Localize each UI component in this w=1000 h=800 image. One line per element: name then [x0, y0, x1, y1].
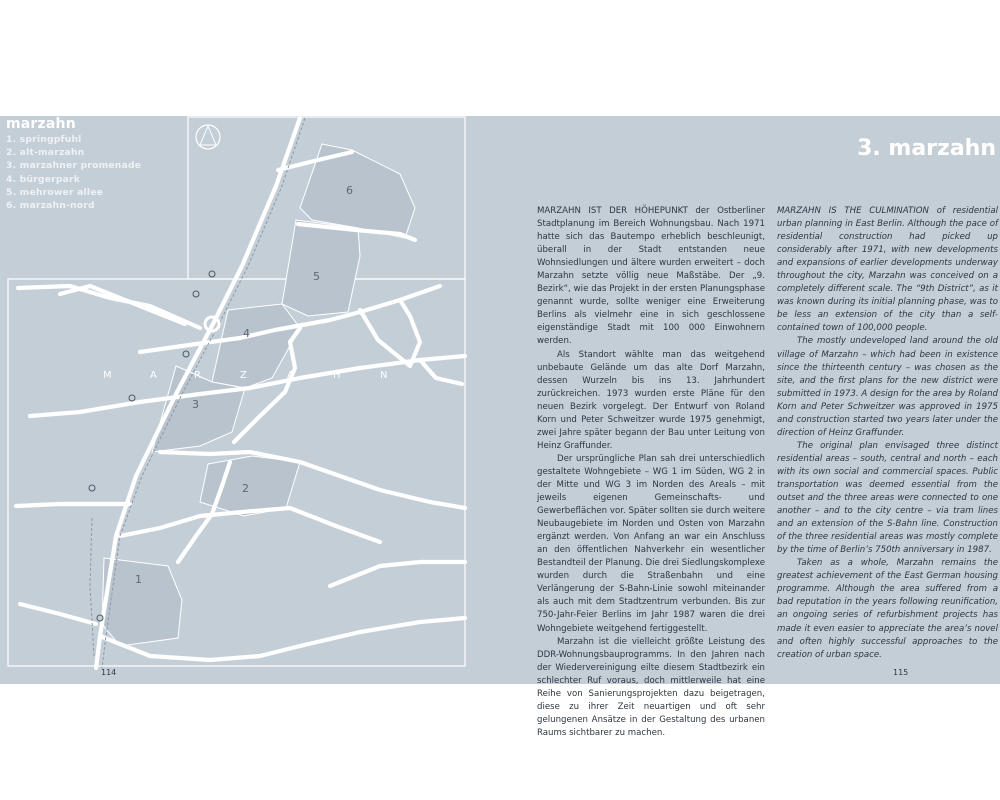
- station-4: [129, 395, 135, 401]
- legend-item: 1. springpfuhl: [6, 134, 82, 145]
- station-5: [89, 485, 95, 491]
- district-letter: N: [380, 370, 389, 381]
- english-paragraph: The mostly undeveloped land around the old village of Marzahn – which had been in existence since the thirteenth century – was chosen as the site, and the first plans for the new district were submitted in 1973. A design for the area by Roland Korn and Peter Schweitzer was approved in 1975 and construction started two years later under the direction of Heinz Graffunder.: [777, 336, 998, 438]
- road-north-east: [420, 360, 462, 384]
- road-lower-east-2: [330, 562, 465, 586]
- station-2: [193, 291, 199, 297]
- legend-item: 5. mehrower allee: [6, 186, 104, 198]
- north-arrow-icon: [196, 125, 220, 149]
- area-1-shape: [102, 558, 182, 646]
- map-title: marzahn: [6, 116, 76, 132]
- area-number-5: 5: [313, 270, 320, 283]
- area-number-1: 1: [135, 573, 142, 586]
- road-south-curve: [120, 508, 380, 542]
- legend-item: 2. alt-marzahn: [6, 147, 85, 159]
- district-letter: R: [194, 370, 202, 381]
- district-letter: A: [287, 370, 295, 381]
- road-west-upper: [60, 286, 185, 324]
- legend-item: 3. marzahner promenade: [6, 160, 142, 172]
- area-5-shape: [282, 220, 360, 316]
- road-southwest: [20, 604, 96, 624]
- district-letter: M: [103, 370, 113, 381]
- german-paragraph: Als Standort wählte man das weitgehend unbebaute Gelände um das alte Dorf Marzahn, dessen Wurzeln bis ins 13. Jahrhundert zurückreichen. 1973 wurden erste Pläne für den neuen Bezirk vorgelegt. Der Entwurf von Roland Korn und Peter Schweitzer wurde 1975 genehmigt, zwei Jahre später begann der Bau unter Leitung von Heinz Graffunder.: [537, 349, 765, 451]
- rail-line-west: [90, 518, 94, 656]
- area-number-2: 2: [242, 482, 249, 495]
- district-letter: A: [150, 370, 158, 381]
- station-1: [209, 271, 215, 277]
- english-paragraph: The original plan envisaged three distinct residential areas – south, central and north – each with its own social and commercial spaces. Public transportation was deemed essential from the outset and the three areas were connected to one another – and to the city centre – via tram lines and an extension of the S-Bahn line. Construction of the three residential areas was mostly complete by the time of Berlin’s 750th anniversary in 1987.: [777, 440, 998, 556]
- area-number-4: 4: [243, 327, 250, 340]
- area-number-3: 3: [192, 398, 199, 411]
- station-3: [183, 351, 189, 357]
- english-paragraph: MARZAHN IS THE CULMINATION of residential urban planning in East Berlin. Although the pace of residential construction had picked up considerably after 1971, with new developments and expansions of earlier developments underway throughout the city, Marzahn was conceived on a completely different scale. The “9th District”, as it was known during its initial planning phase, was to be less an extension of the city than a self-contained town of 100,000 people.: [777, 206, 998, 334]
- legend-item: 6. marzahn-nord: [6, 200, 95, 212]
- district-letter: Z: [240, 370, 248, 381]
- english-paragraph: Taken as a whole, Marzahn remains the greatest achievement of the East German housing programme. Although the area suffered from a bad reputation in the years following reunification, an ongoing series of refurbishment projects has made it even easier to appreciate the area’s novel and often highly successful approaches to the creation of urban space.: [777, 558, 998, 660]
- area-number-6: 6: [346, 184, 353, 197]
- english-text-column: [777, 205, 998, 662]
- german-text-column: [537, 205, 765, 740]
- chapter-title: 3. marzahn: [857, 136, 996, 161]
- german-paragraph: Der ursprüngliche Plan sah drei unterschiedlich gestaltete Wohngebiete – WG 1 im Süden, WG 2 in der Mitte und WG 3 im Norden des Areals – mit jeweils eigenen Gemeinschafts- und Gewerbeflächen vor. Später sollten sie durch weitere Neubaugebiete im Norden und Osten von Marzahn ergänzt werden. Von Anfang an war ein Anschluss an den öffentlichen Nahverkehr ein wesentlicher Bestandteil der Planung. Die drei Siedlungskomplexe wurden durch die Straßenbahn und eine Verlängerung der S-Bahn-Linie sowohl miteinander als auch mit dem Stadtzentrum verbunden. Bis zur 750-Jahr-Feier Berlins im Jahr 1987 waren die drei Wohngebiete weitgehend fertiggestellt.: [537, 453, 765, 634]
- legend-item: 4. bürgerpark: [6, 173, 81, 185]
- map-legend: [6, 133, 141, 212]
- book-spread: [0, 116, 1000, 738]
- station-6: [97, 615, 103, 621]
- district-letter: H: [333, 370, 342, 381]
- page-number-right: 115: [893, 668, 909, 677]
- german-paragraph: MARZAHN IST DER HÖHEPUNKT der Ostberliner Stadtplanung im Bereich Wohnungsbau. Nach 1971 hatte sich das Bautempo erheblich beschleunigt, überall in der Stadt entstanden neue Wohnsiedlungen und ältere wurden erweitert – doch Marzahn setzte völlig neue Maßstäbe. Der „9. Bezirk“, wie das Projekt in der ersten Planungsphase genannt wurde, sollte weniger eine Erweiterung Berlins als vielmehr eine in sich geschlossene eigenständige Stadt mit 100 000 Einwohnern werden.: [537, 206, 765, 347]
- road-west-lower: [16, 504, 130, 506]
- page-number-left: 114: [101, 668, 117, 677]
- german-paragraph: Marzahn ist die vielleicht größte Leistung des DDR-Wohnungsbauprogramms. In den Jahren nach der Wiedervereinigung eilte diesem Stadtbezirk ein schlechter Ruf voraus, doch mittlerweile hat eine Reihe von Sanierungsprojekten dazu beigetragen, diese zu ihrer Zeit neuartigen und oft sehr gelungenen Ansätze in der Gestaltung des urbanen Raums sichtbarer zu machen.: [537, 636, 765, 738]
